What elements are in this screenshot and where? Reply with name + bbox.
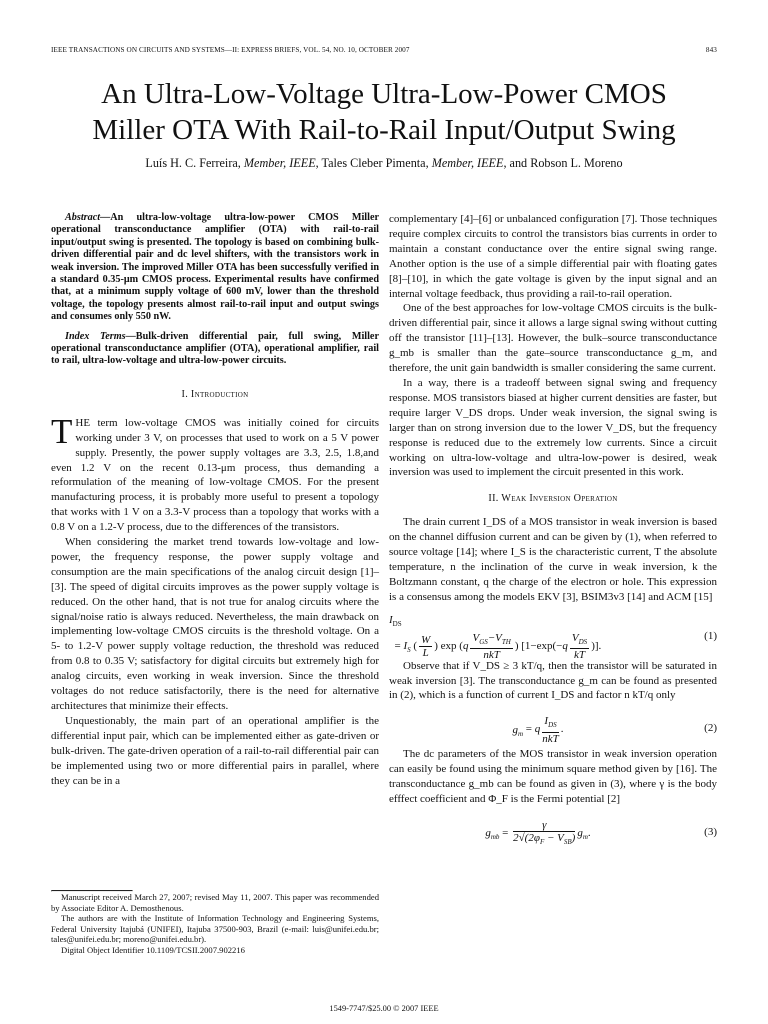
title-line-2: Miller OTA With Rail-to-Rail Input/Output Swing — [92, 114, 676, 146]
right-paragraph-3: In a way, there is a tradeoff between signal swing and frequency response. MOS transistors biased at higher current densities are faster, but require larger V_DS drops. Under weak inversion, the signal swing is larger than on strong inversion due to the lower V_DS, but the frequency response is reduced due to the extremely low currents. Since a circuit working on ultra-low-voltage and ultra-low-power is desired, weak inversion was used to implement the circuit presented in this work. — [389, 376, 717, 479]
page-number: 843 — [705, 46, 717, 54]
abstract — [51, 212, 379, 324]
intro-paragraph-2: When considering the market trend towards low-voltage and low-power, the frequency response, the power supply voltage and consumption are the main specifications of the analog circuit design [1]–[3]. The speed of digital circuits improves as the power supply voltage is reduced. On the other hand, that is not true for analog circuits where the signal/noise ratio is always reduced. Nevertheless, the main drawback on implementing low-voltage CMOS circuits is the threshold voltage. On a 5- to 1.2-V power supply voltage reduction, the threshold was reduced from 0.8 to 0.35 V; satisfactory for digital circuits but extremely high for analog circuits, even working in weak inversion. Since the threshold voltages do not reduce satisfactorily, there is the need for alternative architectures that minimize their effects. — [51, 536, 379, 712]
section-heading-introduction: I. Introduction — [181, 388, 249, 400]
copyright-footer: 1549-7747/$25.00 © 2007 IEEE — [329, 1004, 439, 1013]
author-2: Tales Cleber Pimenta — [321, 156, 426, 170]
right-paragraph-1: complementary [4]–[6] or unbalanced configuration [7]. Those techniques require complex circuits to control the transistors bias currents in order to maintain a constant conductance over the entire signal swing range. Another option is the use of a simple differential pair with floating gates [8]–[10], in which the gate voltage is given by the input signal and an internal voltage feedback, thus providing a rail-to-rail operation. — [389, 213, 717, 300]
author-list: Luís H. C. Ferreira, Member, IEEE, Tales Cleber Pimenta, Member, IEEE, and Robson L. Moreno — [145, 156, 623, 170]
footnote-doi: Digital Object Identifier 10.1109/TCSII.2007.902216 — [61, 944, 245, 955]
equation-2 — [389, 711, 717, 745]
author-conjunction: and — [509, 156, 528, 170]
index-terms-text: Bulk-driven differential pair, full swing, Miller operational transconductance amplifier (OTA), operational amplifier, rail to rail, ultra-low-voltage and ultra-low-power circuits. — [51, 330, 379, 367]
abstract-label: Abstract— — [65, 212, 111, 223]
equation-2-body: $g_m = q$ $\frac{I_{DS}}{\text{nkT}}$ . — [512, 715, 564, 745]
equation-3-number: (3) — [704, 826, 717, 838]
right-paragraph-5: Observe that if V_DS ≥ 3 kT/q, then the transistor will be saturated in weak inversion [3]. The transconductance g_m can be found as presented in (2), which is a function of current I_DS and factor n kT/q only — [389, 659, 717, 702]
running-header — [51, 46, 717, 58]
intro-paragraph-3: Unquestionably, the main part of an operational amplifier is the differential input pair, which can be implemented either as gate-driven or bulk-driven. The gate-driven operation of a rail-to-rail differential pair can be implemented using two or more differential pairs in parallel, where they can be in a — [51, 714, 379, 787]
abstract-text: An ultra-low-voltage ultra-low-power CMOS Miller operational transconductance amplifier (OTA) with rail-to-rail input/output swing is presented. The topology is based on combining bulk-driven differential pair and dc level shifters, with the transistors work in weak inversion. The improved Miller OTA has been successfully verified in a standard 0.35-μm CMOS process. Experimental results have confirmed that, at a minimum supply voltage of 600 mV, lower than the threshold voltage, the topology presents almost rail-to-rail input and output swings and consumes only 550 nW. — [51, 212, 379, 323]
footnotes — [51, 890, 379, 956]
equation-2-number: (2) — [704, 722, 717, 735]
right-paragraph-2: One of the best approaches for low-voltage CMOS circuits is the bulk-driven differential pair, since it allows a large signal swing without cutting off the transistor [11]–[13]. However, the bulk–source transconductance g_mb is smaller than the gate–source transconductance g_m, and therefore, the unit gain bandwidth is smaller considering the same current. — [389, 302, 717, 375]
author-1-membership: Member, IEEE — [243, 156, 316, 170]
equation-1-number: (1) — [704, 629, 717, 642]
equation-3 — [389, 815, 717, 845]
intro-paragraph-1-text: HE term low-voltage CMOS was initially coined for circuits working under 3 V, on processes that used to work on a 5 V power supply. Presently, the power supply voltages are 3.3, 2.5, 1.8,and even 1.2 V on the recent 0.13-μm process, thus demanding a reformulation of the meaning of low-voltage CMOS. For the present manufacturing process, it is probably more useful to present a topology that works with 1 V on a 3.3-V process than a topology that works with a 0.8 V on a 1.2-V process, due to the differences of the transistors. — [51, 416, 379, 534]
author-3: Robson L. Moreno — [530, 156, 623, 170]
right-column — [389, 212, 717, 851]
intro-paragraph-1 — [51, 411, 379, 535]
equation-1-body: $I_{DS}$ = $I_S$ ( $\frac{W}{L}$ ) exp (q $\frac{V_{GS}-V_{TH}}{\text{nkT}}$ ) [1−exp(−q $\frac{V_{DS}}{kT}$ )]. — [389, 613, 602, 661]
title-line-1: An Ultra-Low-Voltage Ultra-Low-Power CMOS — [101, 78, 667, 110]
journal-line: IEEE TRANSACTIONS ON CIRCUITS AND SYSTEMS—II: EXPRESS BRIEFS, VOL. 54, NO. 10, OCTOBER 2007 — [51, 46, 410, 54]
paper-title — [40, 76, 728, 148]
index-terms-label: Index Terms— — [65, 330, 136, 342]
author-2-membership: Member, IEEE — [431, 156, 504, 170]
right-paragraph-6: The dc parameters of the MOS transistor in weak inversion operation can easily be found using the minimum square method given by [16]. The transconductance g_mb can be found as given in (3), where γ is the body efffect coefficient and Φ_F is the Fermi potential [2] — [389, 748, 717, 806]
equation-3-body: $g_{mb}$ = $\frac{\gamma}{2√(2\varphi_F - V_{SB})}$ $g_m$. — [485, 819, 591, 847]
equation-1 — [389, 613, 717, 661]
left-column — [51, 212, 379, 788]
footnote-affiliation: The authors are with the Institute of Information Technology and Engineering Systems, Federal University Itajubá (UNIFEI), Itajuba 37500-903, Brazil (e-mail: luis@unifei.edu.br; tales@unifei.edu.br; moreno@unifei.edu.br). — [51, 913, 379, 945]
right-paragraph-4: The drain current I_DS of a MOS transistor in weak inversion is based on the channel diffusion current and can be given by (1), when referred to source voltage [14]; where I_S is the characteristic current, T the absolute temperature, n the inclination of the curve in weak inversion, k the Boltzmann constant, q the charge of the electron or hole. This expression is a consensus among the models EKV [3], BSIM3v3 [14] and ACM [15] — [389, 516, 717, 603]
index-terms — [51, 331, 379, 368]
author-1: Luís H. C. Ferreira — [145, 156, 238, 170]
section-heading-weak-inversion: II. Weak Inversion Operation — [488, 493, 618, 505]
footnote-manuscript: Manuscript received March 27, 2007; revised May 11, 2007. This paper was recommended by Associate Editor A. Demosthenous. — [51, 892, 379, 913]
drop-cap: T — [51, 411, 73, 451]
